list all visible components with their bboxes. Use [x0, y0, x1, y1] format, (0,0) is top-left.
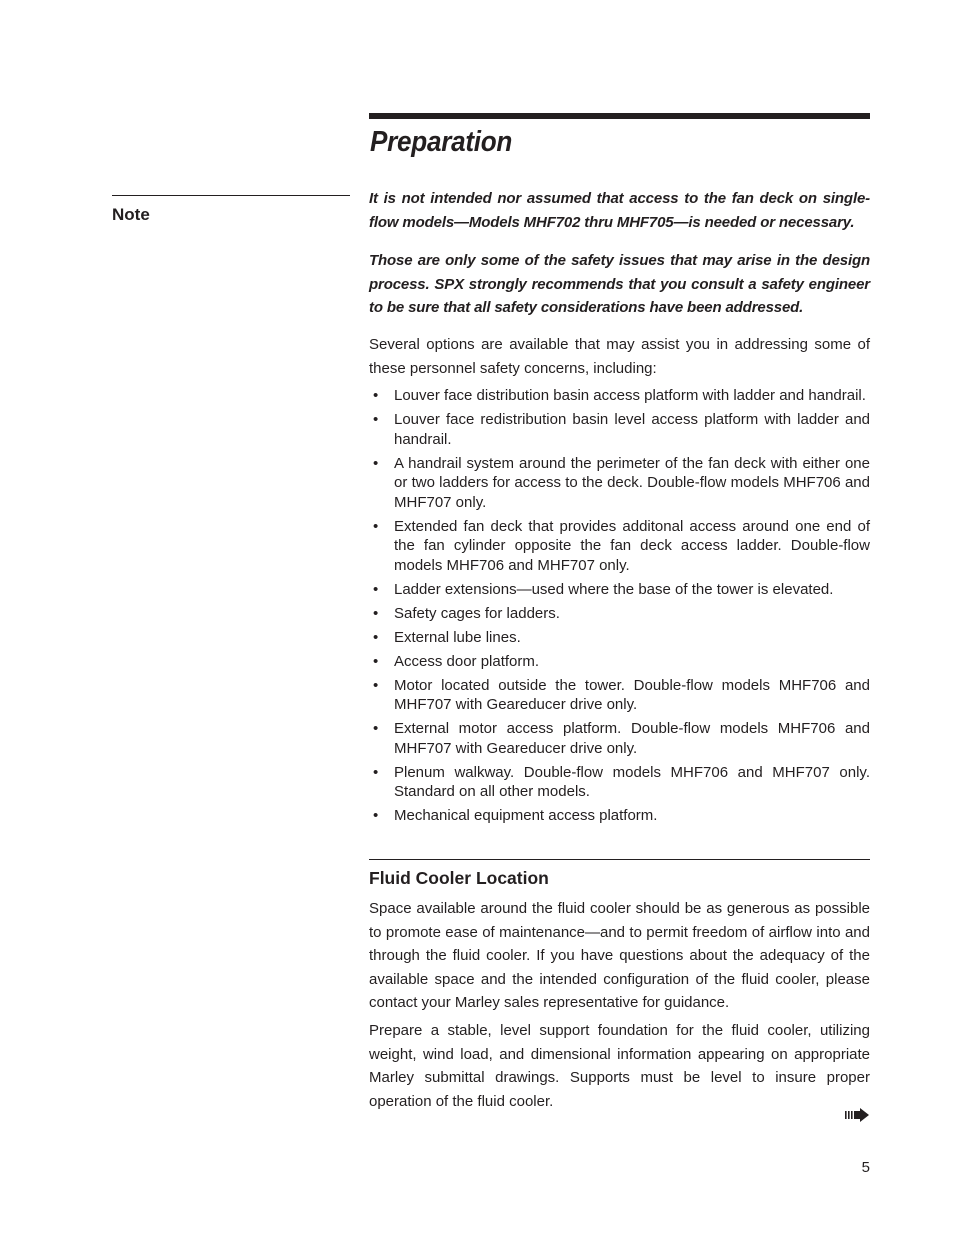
list-item: • Louver face distribution basin access platform with ladder and handrail. — [373, 387, 866, 404]
note-label: Note — [112, 205, 150, 224]
bullet-icon: • — [373, 652, 379, 670]
list-item: • Ladder extensions—used where the base of the tower is elevated. — [373, 580, 834, 598]
bullet-icon: • — [373, 454, 379, 472]
location-block-2 — [369, 1019, 870, 1113]
list-item: • Motor located outside the tower. Double-flow models MHF706 and MHF707 with Geareducer drive only. — [373, 676, 870, 713]
location-paragraph-2: Prepare a stable, level support foundation for the fluid cooler, utilizing weight, wind load, and dimensional information appearing on appropriate Marley submittal drawings. Supports must be level to insure proper operation of the fluid cooler. — [369, 1022, 870, 1110]
note-block-2 — [369, 249, 870, 320]
page-number: 5 — [861, 1159, 870, 1176]
location-block-1 — [369, 897, 870, 1015]
location-paragraph-1: Space available around the fluid cooler should be as generous as possible to promote ease of maintenance—and to permit freedom of airflow into and through the fluid cooler. If you have questions about the adequacy of the available space and the intended configuration of the fluid cooler, please contact your Marley sales representative for guidance. — [369, 900, 870, 1011]
section-heading: Fluid Cooler Location — [369, 868, 549, 888]
list-item: • Access door platform. — [373, 652, 540, 670]
list-item: • A handrail system around the perimeter of the fan deck with either one or two ladders for access to the deck. Double-flow models MHF706 and MHF707 only. — [373, 454, 870, 511]
list-item: • External motor access platform. Double-flow models MHF706 and MHF707 with Geareducer drive only. — [373, 720, 870, 757]
list-item: • External lube lines. — [373, 628, 521, 646]
list-item: • Safety cages for ladders. — [373, 604, 560, 622]
bullet-icon: • — [373, 411, 379, 428]
bullet-icon: • — [373, 517, 379, 535]
note-paragraph-1: It is not intended nor assumed that access to the fan deck on single-flow models—Models MHF702 thru MHF705—is needed or necessary. — [369, 190, 870, 231]
bullet-icon: • — [373, 628, 379, 646]
list-item: • Plenum walkway. Double-flow models MHF706 and MHF707 only. Standard on all other models. — [373, 763, 870, 800]
options-list — [369, 386, 870, 830]
bullet-icon: • — [373, 580, 379, 598]
section-rule — [369, 859, 870, 860]
bullet-icon: • — [373, 807, 379, 824]
continued-arrow-icon — [845, 1108, 870, 1122]
note-rule — [112, 195, 350, 196]
title-rule — [369, 113, 870, 119]
list-item: • Mechanical equipment access platform. — [373, 807, 658, 824]
page-title: Preparation — [370, 126, 513, 158]
bullet-icon: • — [373, 387, 379, 404]
bullet-icon: • — [373, 763, 379, 781]
options-intro-block — [369, 333, 870, 380]
bullet-icon: • — [373, 676, 379, 694]
list-item: • Louver face redistribution basin level access platform with ladder and handrail. — [373, 411, 870, 448]
options-intro: Several options are available that may assist you in addressing some of these personnel safety concerns, including: — [369, 336, 870, 377]
note-block — [369, 187, 870, 234]
note-paragraph-2: Those are only some of the safety issues that may arise in the design process. SPX strongly recommends that you consult a safety engineer to be sure that all safety considerations have been addressed. — [369, 252, 870, 316]
bullet-icon: • — [373, 604, 379, 622]
bullet-icon: • — [373, 720, 379, 737]
list-item: • Extended fan deck that provides additonal access around one end of the fan cylinder opposite the fan deck access ladder. Double-flow models MHF706 and MHF707 only. — [373, 517, 870, 574]
